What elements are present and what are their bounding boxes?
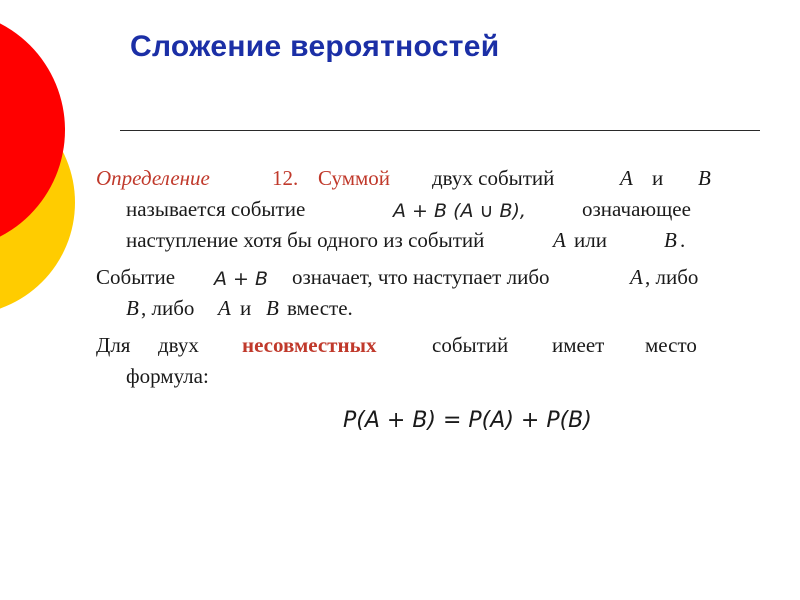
event-b-var-3: B [126, 296, 139, 320]
event-a-var: A [620, 166, 633, 190]
sum-formula: A + B [214, 268, 269, 290]
event-a-var-4: A [218, 296, 231, 320]
either-word: , либо [645, 265, 699, 289]
definition-word: Определение [96, 166, 210, 190]
two-word: двух [158, 333, 199, 357]
and-word-2: и [240, 296, 252, 320]
event-sum-line-2 [96, 293, 716, 324]
definition-line-1 [96, 163, 716, 194]
period: . [680, 228, 686, 252]
event-a-var-2: A [553, 228, 566, 252]
and-word: и [652, 166, 664, 190]
formula-word: формула: [126, 364, 209, 388]
definition-number: 12. [272, 166, 299, 190]
either-word-2: , либо [141, 296, 195, 320]
incompatible-line-1 [96, 330, 716, 361]
incompatible-paragraph [96, 330, 716, 392]
events-word: событий [432, 333, 509, 357]
event-b-var-4: B [266, 296, 279, 320]
union-formula: A + B (A ∪ B), [393, 200, 526, 222]
event-b-var-2: B [664, 228, 677, 252]
incompatible-word: несовместных [242, 333, 377, 357]
definition-paragraph [96, 163, 716, 256]
event-word: Событие [96, 265, 176, 289]
or-word: или [574, 228, 607, 252]
event-sum-line-1 [96, 262, 716, 293]
means-text: означает, что наступает либо [292, 265, 550, 289]
two-events-text: двух событий [432, 166, 555, 190]
title-divider [120, 130, 760, 131]
has-word: имеет [552, 333, 605, 357]
place-word: место [645, 333, 697, 357]
probability-sum-formula: P(A + B) = P(A) + P(B) [343, 408, 592, 433]
slide-title: Сложение вероятностей [130, 30, 500, 63]
definition-line-3 [96, 225, 716, 256]
event-a-var-3: A [630, 265, 643, 289]
occurrence-text: наступление хотя бы одного из событий [126, 228, 485, 252]
event-b-var: B [698, 166, 711, 190]
meaning-word: означающее [582, 197, 691, 221]
called-event-text: называется событие [126, 197, 306, 221]
incompatible-line-2 [96, 361, 716, 392]
sum-word: Суммой [318, 166, 391, 190]
for-word: Для [96, 333, 131, 357]
event-sum-paragraph [96, 262, 716, 324]
definition-line-2 [96, 194, 716, 225]
together-word: вместе. [287, 296, 353, 320]
